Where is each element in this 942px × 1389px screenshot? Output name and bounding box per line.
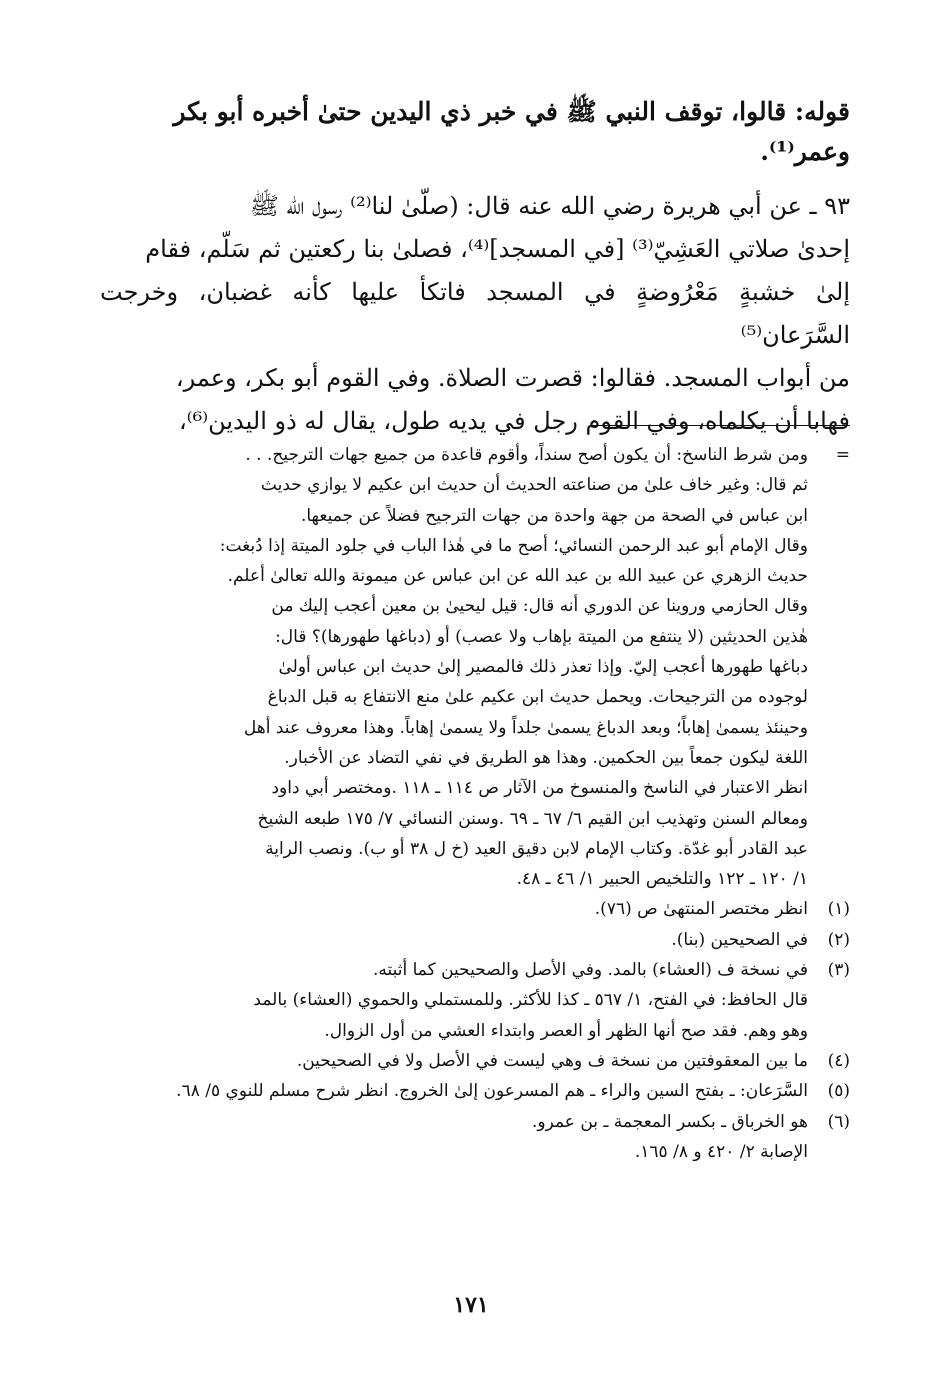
note-line: وقال الحازمي وروينا عن الدوري أنه قال: قيل ليحيىٰ بن معين أعجب إليك من bbox=[271, 596, 808, 617]
note-line: ثم قال: وغير خاف علىٰ من صناعته الحديث أن حديث ابن عكيم لا يوازي حديث bbox=[260, 475, 808, 496]
footnote-5 bbox=[100, 1076, 850, 1106]
footnote-1 bbox=[100, 894, 850, 924]
footnote-line: في الصحيحين (بنا). bbox=[671, 929, 808, 950]
main-text-line: إلىٰ خشبةٍ مَعْرُوضةٍ في المسجد فاتكأ عليها كأنه غضبان، وخرجت السَّرَعان⁽⁵⁾ bbox=[100, 278, 850, 349]
footnote-marker: (٢) bbox=[827, 929, 850, 950]
footnote-line: وهو وهم. فقد صح أنها الظهر أو العصر وابتداء العشي من أول الزوال. bbox=[324, 1020, 808, 1041]
footnote-line: في نسخة ف (العشاء) بالمد. وفي الأصل والصحيحين كما أثبته. bbox=[372, 960, 808, 981]
continued-note bbox=[100, 440, 850, 894]
footnote-line: قال الحافظ: في الفتح، ١/ ٥٦٧ ـ كذا للأكثر. وللمستملي والحموي (العشاء) بالمد bbox=[253, 990, 808, 1011]
main-text-line: ٩٣ ـ عن أبي هريرة رضي الله عنه قال: (صلّىٰ لنا⁽²⁾ رسول الله ﷺ bbox=[249, 192, 850, 220]
footnote-line: انظر مختصر المنتهىٰ ص (٧٦). bbox=[594, 899, 808, 920]
note-line: حديث الزهري عن عبيد الله بن عبد الله عن ابن عباس عن ميمونة والله تعالىٰ أعلم. bbox=[227, 566, 808, 587]
main-text bbox=[100, 185, 850, 443]
section-heading: قوله: قالوا، توقف النبي ﷺ في خبر ذي اليدين حتىٰ أخبره أبو بكر وعمر⁽¹⁾. bbox=[173, 97, 850, 166]
footnote-marker: (٦) bbox=[827, 1111, 850, 1132]
footnote-marker: (٣) bbox=[827, 960, 850, 981]
footnote-3 bbox=[100, 955, 850, 985]
note-line: وحينئذ يسمىٰ إهاباً؛ وبعد الدباغ يسمىٰ جلداً ولا يسمىٰ إهاباً. وهذا معروف عند أهل bbox=[243, 717, 808, 738]
note-line: دباغها طهورها أعجب إليّ. وإذا تعذر ذلك فالمصير إلىٰ حديث ابن عباس أولىٰ bbox=[278, 657, 808, 678]
note-line: ومن شرط الناسخ: أن يكون أصح سنداً، وأقوم قاعدة من جميع جهات الترجيح. . . bbox=[245, 445, 808, 465]
footnote-line: السَّرَعان: ـ بفتح السين والراء ـ هم المسرعون إلىٰ الخروج. انظر شرح مسلم للنوي ٥/ ٦٨. bbox=[176, 1081, 808, 1102]
footnote-marker: (٤) bbox=[827, 1050, 850, 1071]
note-line: وقال الإمام أبو عبد الرحمن النسائي؛ أصح ما في هٰذا الباب في جلود الميتة إذا دُبغت: bbox=[219, 535, 808, 556]
footnote-line: ما بين المعقوفتين من نسخة ف وهي ليست في الأصل ولا في الصحيحين. bbox=[296, 1050, 808, 1071]
note-line: ومعالم السنن وتهذيب ابن القيم ٦/ ٦٧ ـ ٦٩ .وسنن النسائي ٧/ ١٧٥ طبعه الشيخ bbox=[257, 808, 808, 829]
note-line: عبد القادر أبو غدّة. وكتاب الإمام لابن دقيق العيد (خ ل ٣٨ أو ب). ونصب الراية bbox=[265, 838, 808, 859]
note-line: ابن عباس في الصحة من جهة واحدة من جهات الترجيح فضلاً عن جميعها. bbox=[300, 505, 808, 526]
footnote-6 bbox=[100, 1107, 850, 1137]
page-number: ١٧١ bbox=[453, 1292, 489, 1318]
note-line: هٰذين الحديثين (لا ينتفع من الميتة بإهاب ولا عصب) أو (دباغها طهورها)؟ قال: bbox=[275, 626, 808, 647]
continued-marker: = bbox=[835, 445, 850, 465]
footnote-3-continuation bbox=[100, 985, 850, 1046]
main-text-line: إحدىٰ صلاتي العَشِيّ⁽³⁾ [في المسجد]⁽⁴⁾، فصلىٰ بنا ركعتين ثم سَلّم، فقام bbox=[145, 235, 850, 263]
footnote-6-continuation bbox=[100, 1137, 850, 1167]
footnote-4 bbox=[100, 1046, 850, 1076]
main-text-line: من أبواب المسجد. فقالوا: قصرت الصلاة. وفي القوم أبو بكر، وعمر، bbox=[175, 364, 850, 392]
footnote-2 bbox=[100, 925, 850, 955]
footnotes bbox=[100, 440, 850, 1167]
note-line: انظر الاعتبار في الناسخ والمنسوخ من الآثار ص ١١٤ ـ ١١٨ .ومختصر أبي داود bbox=[271, 778, 808, 799]
note-line: لوجوده من الترجيحات. ويحمل حديث ابن عكيم علىٰ منع الانتفاع به قبل الدباغ bbox=[267, 687, 808, 708]
note-line: ١/ ١٢٠ ـ ١٢٢ والتلخيص الحبير ١/ ٤٦ ـ ٤٨. bbox=[516, 869, 808, 890]
main-text-line: فهابا أن يكلماه، وفي القوم رجل في يديه طول، يقال له ذو اليدين⁽⁶⁾، bbox=[178, 407, 850, 435]
footnote-marker: (١) bbox=[827, 899, 850, 920]
note-line: اللغة ليكون جمعاً بين الحكمين. وهذا هو الطريق في نفي التضاد عن الأخبار. bbox=[284, 747, 808, 768]
footnote-marker: (٥) bbox=[827, 1081, 850, 1102]
footnote-separator bbox=[590, 425, 850, 426]
footnote-line: الإصابة ٢/ ٤٢٠ و ٨/ ١٦٥. bbox=[634, 1141, 808, 1162]
footnote-line: هو الخرباق ـ بكسر المعجمة ـ بن عمرو. bbox=[531, 1111, 808, 1132]
